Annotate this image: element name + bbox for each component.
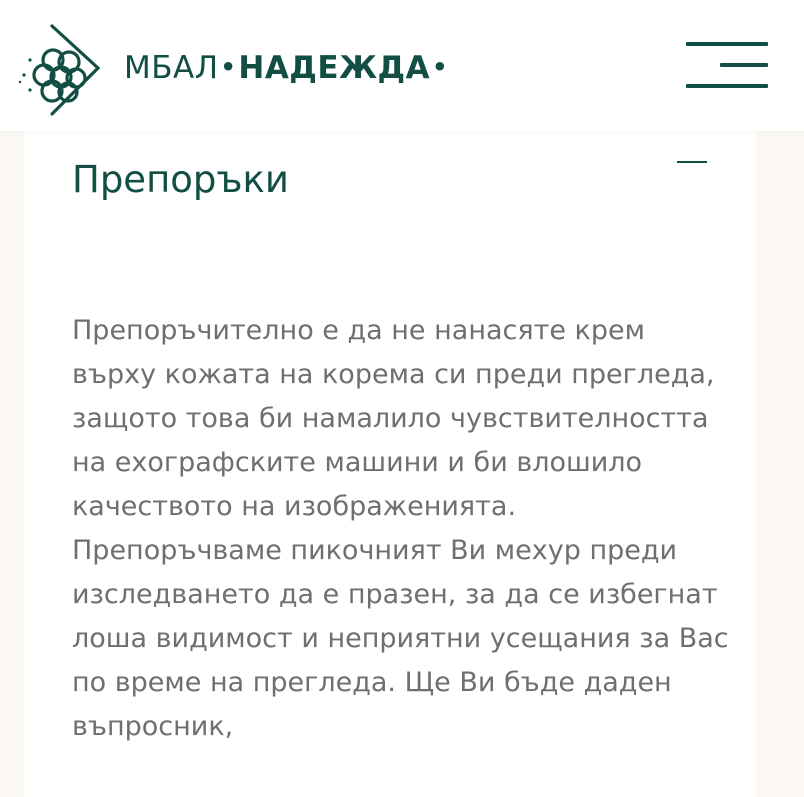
paragraph: Препоръчително е да не нанасяте крем върху кожата на корема си преди прегледа, защото това би намалило чувствителността на ехографските машини и би влошило качеството на изображенията.	[72, 315, 715, 522]
accordion-panel	[24, 131, 756, 797]
paragraph: Препоръчваме пикочният Ви мехур преди изследването да е празен, за да се избегнат лоша видимост и неприятни усещания за Вас по време на прегледа. Ще Ви бъде даден въпросник,	[72, 535, 729, 742]
brand-prefix: МБАЛ	[124, 50, 219, 86]
accordion-title[interactable]: Препоръки	[72, 158, 289, 201]
hamburger-menu-icon[interactable]	[686, 42, 768, 90]
brand-name	[124, 50, 450, 85]
minus-icon	[677, 161, 707, 163]
brand-dot: •	[220, 53, 237, 81]
accordion-content	[72, 309, 732, 749]
menu-line	[686, 42, 768, 46]
menu-line	[720, 63, 768, 67]
site-header	[0, 0, 804, 131]
menu-line	[686, 84, 768, 88]
brand-dot: •	[432, 53, 448, 81]
grape-cluster-logo-icon	[16, 20, 106, 120]
logo-link[interactable]	[16, 20, 106, 120]
collapse-button[interactable]	[669, 147, 715, 177]
brand-title: НАДЕЖДА	[238, 50, 431, 86]
